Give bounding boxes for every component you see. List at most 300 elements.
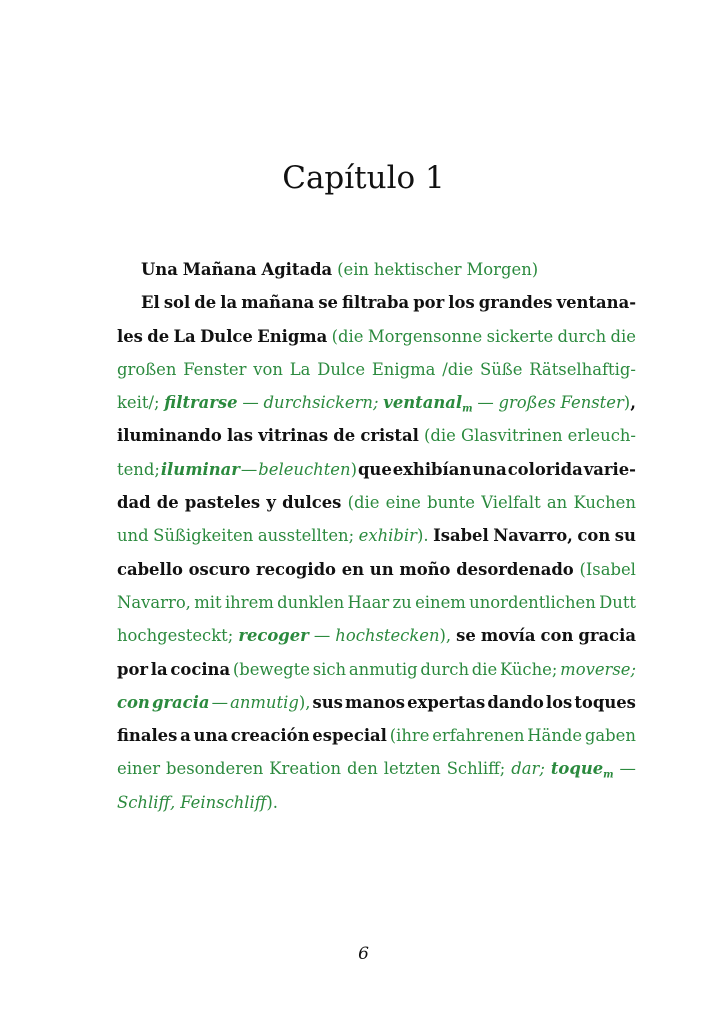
word: [487, 320, 554, 353]
word: [117, 653, 148, 686]
word: [427, 486, 475, 519]
word: [282, 486, 341, 519]
word: [174, 320, 196, 353]
word-text: cocina: [170, 659, 231, 679]
word-text: con: [117, 692, 150, 712]
word-text: besonderen: [166, 759, 264, 779]
word: [220, 286, 237, 319]
word-text: Fenster: [560, 393, 624, 413]
word: [117, 586, 191, 619]
word: [317, 353, 365, 386]
word-text: movía: [480, 626, 536, 646]
word: [359, 519, 429, 552]
word-text: finales: [117, 726, 178, 746]
word-text: Rätselhaftig-: [529, 359, 636, 379]
word: [424, 419, 456, 452]
word: [368, 320, 482, 353]
word-text: grandes: [478, 293, 553, 313]
word: [333, 419, 355, 452]
word-text: Kuchen: [573, 493, 636, 513]
word-text: und: [117, 526, 149, 546]
word: [461, 419, 563, 452]
word: [348, 586, 390, 619]
word: [372, 353, 436, 386]
word-text: toques: [574, 692, 636, 712]
word: [157, 486, 179, 519]
word-text: se: [318, 293, 338, 313]
word: [337, 253, 369, 286]
word: [579, 553, 636, 586]
body-text: [117, 253, 636, 819]
word-text: exhibían: [392, 459, 472, 479]
text-line: [117, 519, 636, 552]
text-line: [117, 286, 636, 319]
word-text: Hände: [527, 726, 583, 746]
word: [117, 719, 177, 752]
word-text: /die: [442, 359, 474, 379]
word-text: la: [150, 659, 168, 679]
word-text: (die: [347, 493, 380, 513]
word: [117, 686, 150, 719]
word-text: —: [211, 692, 228, 712]
word-text: tend;: [117, 459, 160, 479]
text-line: [117, 453, 636, 486]
word-text: —: [242, 393, 259, 413]
word-text: Dutt: [599, 592, 636, 612]
word-text: mañana: [241, 293, 315, 313]
text-line: [117, 320, 636, 353]
word-text: Morgen): [466, 260, 539, 279]
word-text: pasteles: [184, 493, 261, 513]
word: [242, 386, 258, 419]
word-text: dulces: [282, 493, 342, 513]
word-text: gaben: [584, 726, 636, 746]
word-text: manos: [344, 692, 406, 712]
word: [500, 653, 557, 686]
word: [558, 320, 607, 353]
punctuation: ,: [630, 393, 636, 413]
word: [370, 553, 394, 586]
word-text: den: [347, 759, 378, 779]
text-line: [117, 353, 636, 386]
word: [313, 686, 343, 719]
text-line: [117, 752, 636, 785]
word-text: una: [193, 726, 228, 746]
word: [574, 686, 636, 719]
word: [241, 453, 257, 486]
word: [584, 453, 636, 486]
word: [511, 752, 545, 785]
word-text: se: [456, 626, 476, 646]
word-text: ): [623, 393, 631, 413]
word: [360, 419, 419, 452]
word-text: anmutig: [348, 659, 418, 679]
word: [477, 386, 493, 419]
word: [141, 286, 160, 319]
word-text: que: [357, 459, 392, 479]
word-text: —: [313, 626, 331, 646]
word: [433, 519, 489, 552]
word: [480, 353, 522, 386]
word: [585, 719, 636, 752]
word-text: —: [240, 459, 258, 479]
word: [117, 320, 143, 353]
word-text: mit: [194, 592, 222, 612]
word: [447, 752, 506, 785]
word-text: con: [540, 626, 574, 646]
word: [448, 286, 474, 319]
word-text: durchsickern;: [263, 393, 379, 413]
word-text: en: [341, 559, 365, 579]
word: [241, 286, 314, 319]
word-text: moño: [399, 559, 451, 579]
word: [152, 686, 210, 719]
text-line: [117, 386, 636, 419]
word: [231, 719, 310, 752]
word: [117, 353, 176, 386]
word-text: filtraba: [342, 293, 410, 313]
word-text: Schliff;: [446, 759, 506, 779]
word: [599, 586, 636, 619]
word: [318, 286, 338, 319]
word: [183, 253, 257, 286]
word: [573, 486, 635, 519]
word: [258, 453, 357, 486]
word: [194, 586, 221, 619]
word-text: großen: [117, 359, 177, 379]
word: [262, 253, 333, 286]
word-text: La: [173, 326, 196, 346]
word: [374, 253, 462, 286]
word-text: Feinschliff: [180, 792, 267, 812]
word-text: (die: [424, 426, 456, 446]
word-text: iluminar: [160, 459, 240, 479]
chapter-title: Capítulo 1: [282, 160, 445, 196]
word: [481, 486, 540, 519]
word-text: creación: [230, 726, 310, 746]
word: [415, 586, 466, 619]
word: [117, 786, 175, 819]
word: [479, 286, 553, 319]
word: [117, 486, 151, 519]
word: [183, 353, 246, 386]
word: [493, 519, 573, 552]
word-text: bunte: [427, 493, 476, 513]
word-text: erfahrenen: [432, 726, 525, 746]
word-text: von: [253, 359, 283, 379]
word-text: Süße: [479, 359, 523, 379]
word: [383, 386, 472, 419]
word-text: sus: [312, 692, 343, 712]
word: [180, 786, 278, 819]
word: [238, 619, 309, 652]
word: [312, 719, 387, 752]
word: [117, 386, 160, 419]
word: [258, 419, 328, 452]
word-text: los: [545, 692, 573, 712]
word-text: desordenado: [456, 559, 574, 579]
word: [348, 486, 380, 519]
word: [393, 453, 472, 486]
text-line: [117, 786, 636, 819]
word: [117, 453, 160, 486]
word-text: moverse;: [560, 659, 636, 679]
gender-marker: m: [603, 769, 614, 781]
word: [180, 719, 191, 752]
word: [420, 653, 469, 686]
word-text: colorida: [507, 459, 583, 479]
word-text: —: [619, 759, 636, 779]
word: [472, 453, 506, 486]
word: [560, 653, 636, 686]
word: [469, 586, 596, 619]
word: [472, 653, 497, 686]
word: [170, 653, 230, 686]
word-text: expertas: [407, 692, 486, 712]
word: [200, 320, 253, 353]
word: [546, 686, 572, 719]
word: [577, 519, 610, 552]
word: [164, 286, 190, 319]
word-text: ausstellten;: [257, 526, 355, 546]
word-text: Mañana: [182, 260, 257, 279]
word-text: großes: [498, 393, 556, 413]
word-text: con: [577, 526, 611, 546]
word: [561, 386, 636, 419]
word-text: eine: [385, 493, 421, 513]
word: [230, 686, 310, 719]
word-text: anmutig: [230, 692, 299, 712]
word-text: una: [472, 459, 507, 479]
word: [456, 553, 574, 586]
word-text: Haar: [347, 592, 390, 612]
word-text: Isabel: [433, 526, 489, 546]
word-text: die: [471, 659, 498, 679]
word: [541, 619, 574, 652]
word-text: Küche;: [499, 659, 558, 679]
word-text: los: [448, 293, 475, 313]
word: [345, 686, 405, 719]
word: [529, 353, 636, 386]
word-text: ).: [416, 526, 429, 546]
word-text: an: [546, 493, 568, 513]
word-text: Una: [141, 260, 178, 279]
word: [467, 253, 539, 286]
text-line: [117, 719, 636, 752]
word: [117, 553, 183, 586]
word-text: hochstecken: [335, 626, 440, 646]
word-text: die: [610, 326, 636, 346]
word-text: El: [141, 293, 160, 313]
word: [498, 386, 555, 419]
word: [161, 453, 240, 486]
word-text: letzten: [383, 759, 441, 779]
word: [332, 320, 364, 353]
word-text: La: [289, 359, 311, 379]
word-text: de: [333, 426, 356, 446]
word: [390, 719, 430, 752]
word-text: gracia: [578, 626, 636, 646]
word-text: ihrem: [224, 592, 274, 612]
word-text: sich: [312, 659, 347, 679]
word: [264, 386, 379, 419]
word-text: su: [614, 526, 636, 546]
word-text: keit/;: [117, 393, 160, 413]
word-text: ventanal: [383, 393, 463, 413]
word: [349, 653, 418, 686]
word-text: Agitada: [261, 260, 333, 279]
word: [194, 719, 228, 752]
word: [117, 519, 149, 552]
text-line: [117, 486, 636, 519]
word: [386, 486, 421, 519]
word-text: Vielfalt: [481, 493, 541, 513]
word-text: Süßigkeiten: [153, 526, 254, 546]
word-text: y: [266, 493, 276, 513]
word-text: (Isabel: [579, 559, 636, 579]
word: [568, 419, 636, 452]
word-text: varie-: [583, 459, 636, 479]
text-line: [117, 553, 636, 586]
word: [557, 286, 636, 319]
word: [527, 719, 582, 752]
word-text: Morgensonne: [367, 326, 483, 346]
page-number: 6: [358, 944, 369, 964]
word: [185, 486, 260, 519]
word-text: zu: [392, 592, 412, 612]
text-line: [117, 253, 636, 286]
word: [620, 752, 636, 785]
word: [258, 519, 354, 552]
word-text: einer: [117, 759, 161, 779]
word-text: ),: [439, 626, 452, 646]
text-line: [117, 653, 636, 686]
word-text: especial: [312, 726, 387, 746]
word: [194, 286, 216, 319]
word-text: unordentlichen: [469, 592, 596, 612]
word: [384, 752, 441, 785]
word-text: recogido: [255, 559, 336, 579]
word-text: Glasvitrinen: [461, 426, 563, 446]
word-text: por: [413, 293, 445, 313]
word-text: dando: [487, 692, 544, 712]
word-text: oscuro: [188, 559, 251, 579]
word: [212, 686, 228, 719]
word-text: erleuch-: [567, 426, 636, 446]
word-text: cabello: [117, 559, 183, 579]
word-text: dunklen: [277, 592, 345, 612]
word-text: sol: [163, 293, 191, 313]
word: [141, 253, 178, 286]
word-text: Dulce: [200, 326, 253, 346]
word-text: ): [350, 459, 357, 479]
word: [342, 286, 409, 319]
word: [342, 553, 364, 586]
word: [256, 553, 336, 586]
word-text: Enigma: [257, 326, 328, 346]
word: [578, 619, 636, 652]
word-text: recoger: [238, 626, 309, 646]
word-text: (ihre: [389, 726, 430, 746]
gender-marker: m: [462, 403, 473, 415]
word-text: einem: [415, 592, 466, 612]
word-text: Kreation: [269, 759, 342, 779]
word-text: Enigma: [371, 359, 436, 379]
word-text: a: [180, 726, 191, 746]
word: [147, 320, 169, 353]
word: [407, 686, 485, 719]
word-text: vitrinas: [258, 426, 329, 446]
word: [269, 752, 341, 785]
word: [153, 519, 253, 552]
word: [432, 719, 524, 752]
word: [456, 619, 476, 652]
word-text: hochgesteckt;: [117, 626, 234, 646]
word: [481, 619, 536, 652]
word-text: durch: [420, 659, 470, 679]
word-text: dar;: [511, 759, 545, 779]
word: [290, 353, 311, 386]
word: [225, 586, 274, 619]
word-text: (ein: [337, 260, 369, 279]
word: [253, 353, 283, 386]
word-text: exhibir: [358, 526, 417, 546]
word-text: de: [156, 493, 179, 513]
word-text: Schliff,: [117, 792, 176, 812]
word: [358, 453, 392, 486]
word: [399, 553, 450, 586]
word-text: toque: [550, 759, 604, 779]
word-text: durch: [557, 326, 607, 346]
word-text: (bewegte: [232, 659, 310, 679]
word: [615, 519, 636, 552]
word-text: un: [369, 559, 394, 579]
word: [487, 686, 543, 719]
word-text: gracia: [151, 692, 210, 712]
word: [257, 320, 327, 353]
word: [442, 353, 473, 386]
word-text: Navarro,: [493, 526, 573, 546]
text-line: [117, 419, 636, 452]
text-line: [117, 586, 636, 619]
word: [335, 619, 451, 652]
word: [117, 752, 160, 785]
word: [413, 286, 444, 319]
word-text: de: [194, 293, 217, 313]
word: [314, 619, 330, 652]
word-text: hektischer: [373, 260, 462, 279]
word-text: por: [117, 659, 149, 679]
word: [166, 752, 263, 785]
word-text: cristal: [360, 426, 419, 446]
word: [393, 586, 412, 619]
text-line: [117, 619, 636, 652]
word-text: sickerte: [486, 326, 554, 346]
word: [189, 553, 251, 586]
word: [117, 419, 222, 452]
word: [347, 752, 378, 785]
word-text: ),: [298, 692, 311, 712]
word-text: les: [117, 326, 143, 346]
word-text: filtrarse: [164, 393, 238, 413]
word: [277, 586, 344, 619]
word: [547, 486, 567, 519]
word-text: beleuchten: [258, 459, 351, 479]
word-text: de: [147, 326, 170, 346]
word: [313, 653, 346, 686]
word-text: —: [477, 393, 494, 413]
word-text: la: [220, 293, 238, 313]
